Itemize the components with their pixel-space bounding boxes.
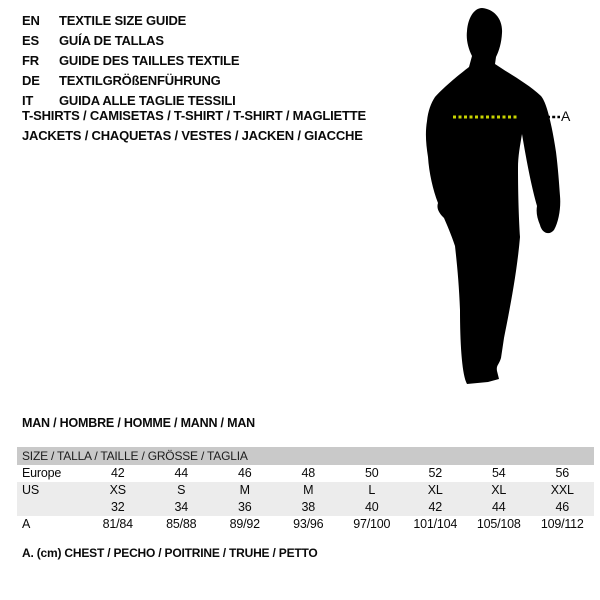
size-table-body (17, 465, 594, 533)
size-cell: M (239, 483, 250, 497)
man-silhouette-svg (415, 6, 580, 388)
size-cell: 50 (364, 466, 379, 480)
language-row (22, 31, 239, 51)
row-label: A (22, 517, 31, 531)
category-line-jackets: JACKETS / CHAQUETAS / VESTES / JACKEN / GIACCHE (22, 128, 363, 143)
language-row (22, 51, 239, 71)
size-cell: 46 (555, 500, 569, 514)
size-cell: 42 (110, 466, 125, 480)
language-row (22, 11, 239, 31)
footnote-chest: A. (cm) CHEST / PECHO / POITRINE / TRUHE / PETTO (22, 546, 318, 560)
size-cell: 44 (174, 466, 188, 480)
size-cell: XL (427, 483, 443, 497)
size-cell: 48 (301, 466, 315, 480)
size-cell: 32 (110, 500, 125, 514)
language-code: DE (22, 73, 40, 88)
language-code: EN (22, 13, 40, 28)
size-cell: 93/96 (293, 517, 324, 531)
language-code: FR (22, 53, 39, 68)
size-cell: 34 (174, 500, 188, 514)
language-title: TEXTILE SIZE GUIDE (59, 13, 187, 28)
category-list (22, 106, 366, 146)
language-code: ES (22, 33, 39, 48)
language-title: TEXTILGRÖßENFÜHRUNG (59, 73, 221, 88)
size-cell: 105/108 (476, 517, 521, 531)
size-cell: XS (109, 483, 126, 497)
size-cell: 81/84 (102, 517, 133, 531)
size-cell: 46 (237, 466, 252, 480)
size-cell: 54 (491, 466, 506, 480)
size-table-header: SIZE / TALLA / TAILLE / GRÖSSE / TAGLIA (17, 447, 594, 465)
size-cell: 97/100 (353, 517, 391, 531)
size-table (17, 447, 594, 533)
size-cell: 89/92 (229, 517, 260, 531)
size-cell: L (368, 483, 376, 497)
size-cell: 109/112 (540, 517, 584, 531)
language-title: GUIDE DES TAILLES TEXTILE (59, 53, 240, 68)
section-title-man: MAN / HOMBRE / HOMME / MANN / MAN (22, 416, 255, 430)
category-line-tshirts: T-SHIRTS / CAMISETAS / T-SHIRT / T-SHIRT / MAGLIETTE (22, 108, 366, 123)
size-cell: XL (491, 483, 507, 497)
measure-label-a: A (561, 108, 571, 124)
size-cell: XXL (550, 483, 574, 497)
size-cell: 40 (364, 500, 379, 514)
size-cell: 36 (237, 500, 252, 514)
language-title: GUIDA ALLE TAGLIE TESSILI (59, 93, 236, 108)
size-cell: 52 (428, 466, 442, 480)
language-title: GUÍA DE TALLAS (59, 33, 164, 48)
table-row (17, 499, 594, 516)
size-cell: M (303, 483, 314, 497)
size-cell: 85/88 (166, 517, 197, 531)
man-silhouette-figure (415, 6, 580, 388)
row-label: Europe (22, 466, 62, 480)
man-silhouette-path (426, 8, 560, 384)
table-row (17, 482, 594, 499)
size-cell: S (177, 483, 186, 497)
table-row (17, 516, 594, 533)
size-cell: 42 (428, 500, 442, 514)
language-list (22, 11, 239, 111)
size-cell: 56 (555, 466, 569, 480)
row-label (17, 499, 86, 516)
table-row (17, 465, 594, 482)
size-cell: 44 (491, 500, 506, 514)
size-cell: 101/104 (413, 517, 458, 531)
size-cell: 38 (301, 500, 315, 514)
language-code: IT (22, 93, 34, 108)
language-row (22, 71, 239, 91)
row-label: US (22, 483, 39, 497)
